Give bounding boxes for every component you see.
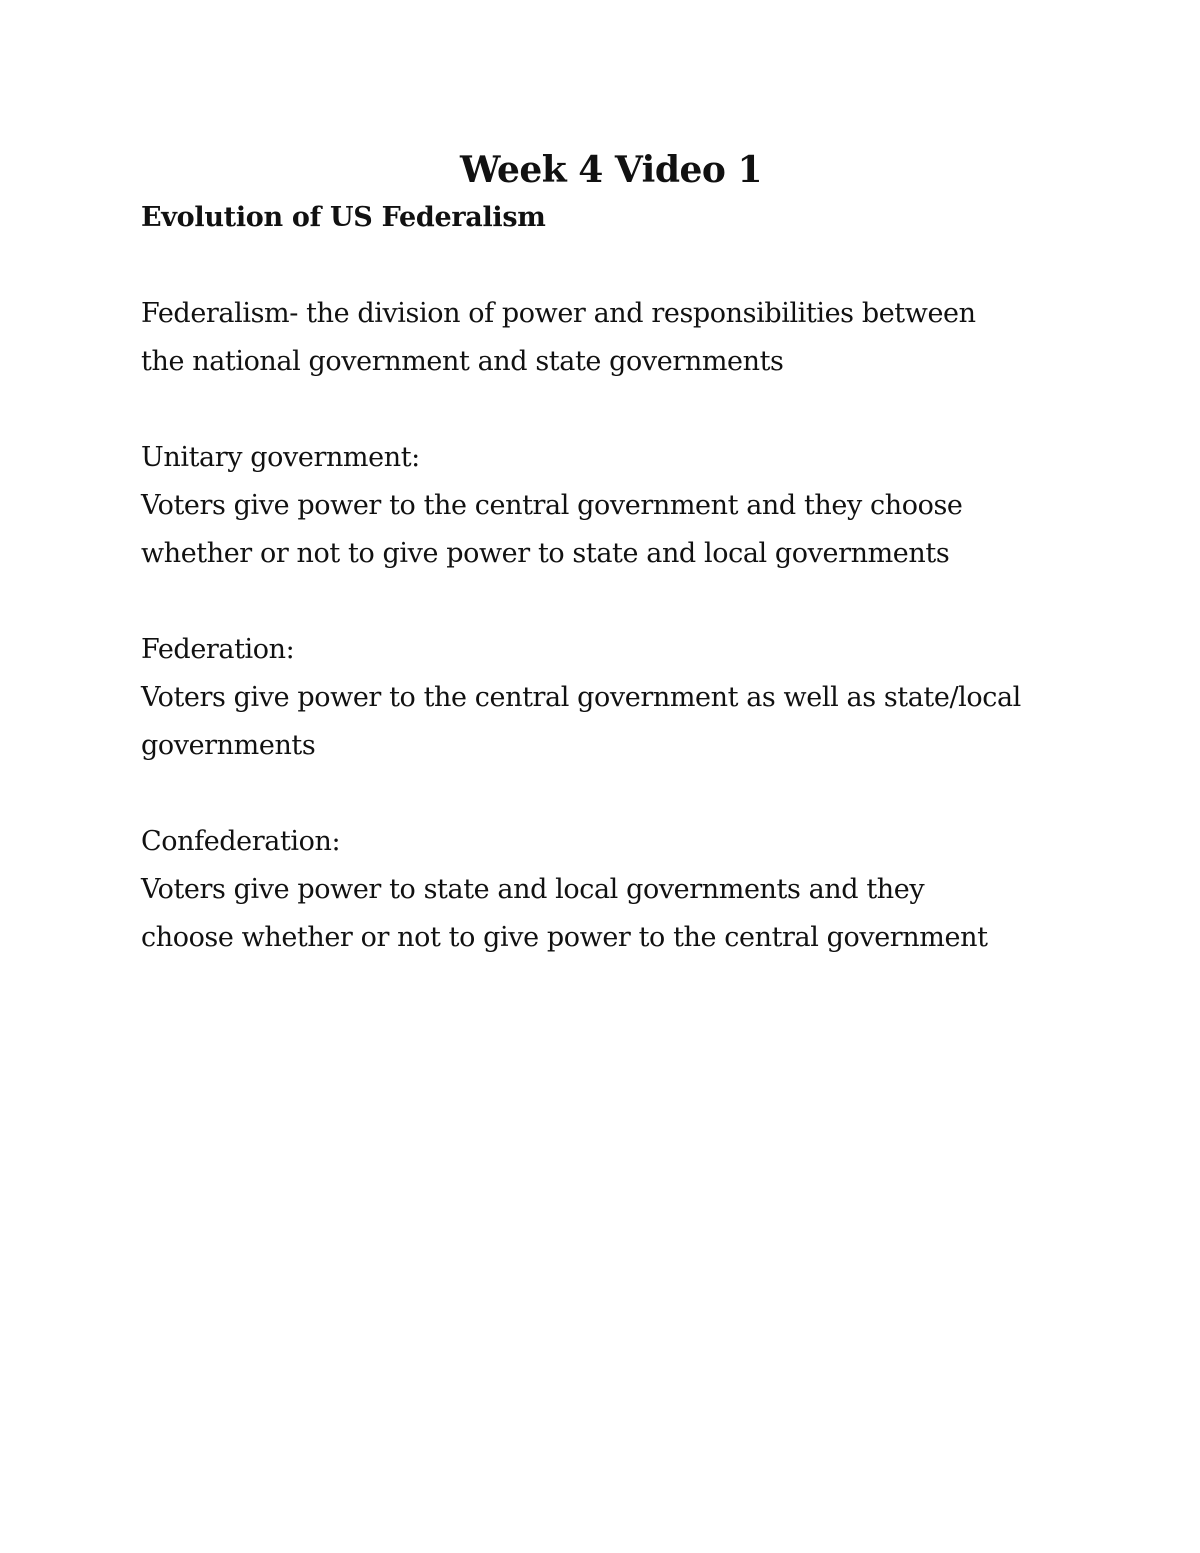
unitary-line-2: whether or not to give power to state and local governments: [141, 538, 950, 569]
unitary-section: [141, 434, 1081, 578]
unitary-line-1: Voters give power to the central government and they choose: [141, 490, 963, 521]
unitary-heading: Unitary government:: [141, 442, 420, 473]
section-heading: Evolution of US Federalism: [141, 202, 546, 233]
definition-line-2: the national government and state governments: [141, 346, 784, 377]
federation-line-2: governments: [141, 730, 316, 761]
confederation-line-1: Voters give power to state and local governments and they: [141, 874, 925, 905]
document-body: [141, 146, 1081, 1010]
federalism-definition: [141, 290, 1081, 386]
federation-section: [141, 626, 1081, 770]
federation-line-1: Voters give power to the central government as well as state/local: [141, 682, 1021, 713]
confederation-section: [141, 818, 1081, 962]
confederation-line-2: choose whether or not to give power to the central government: [141, 922, 988, 953]
confederation-heading: Confederation:: [141, 826, 341, 857]
federation-heading: Federation:: [141, 634, 295, 665]
definition-line-1: Federalism- the division of power and responsibilities between: [141, 298, 976, 329]
page-title: Week 4 Video 1: [459, 149, 762, 191]
